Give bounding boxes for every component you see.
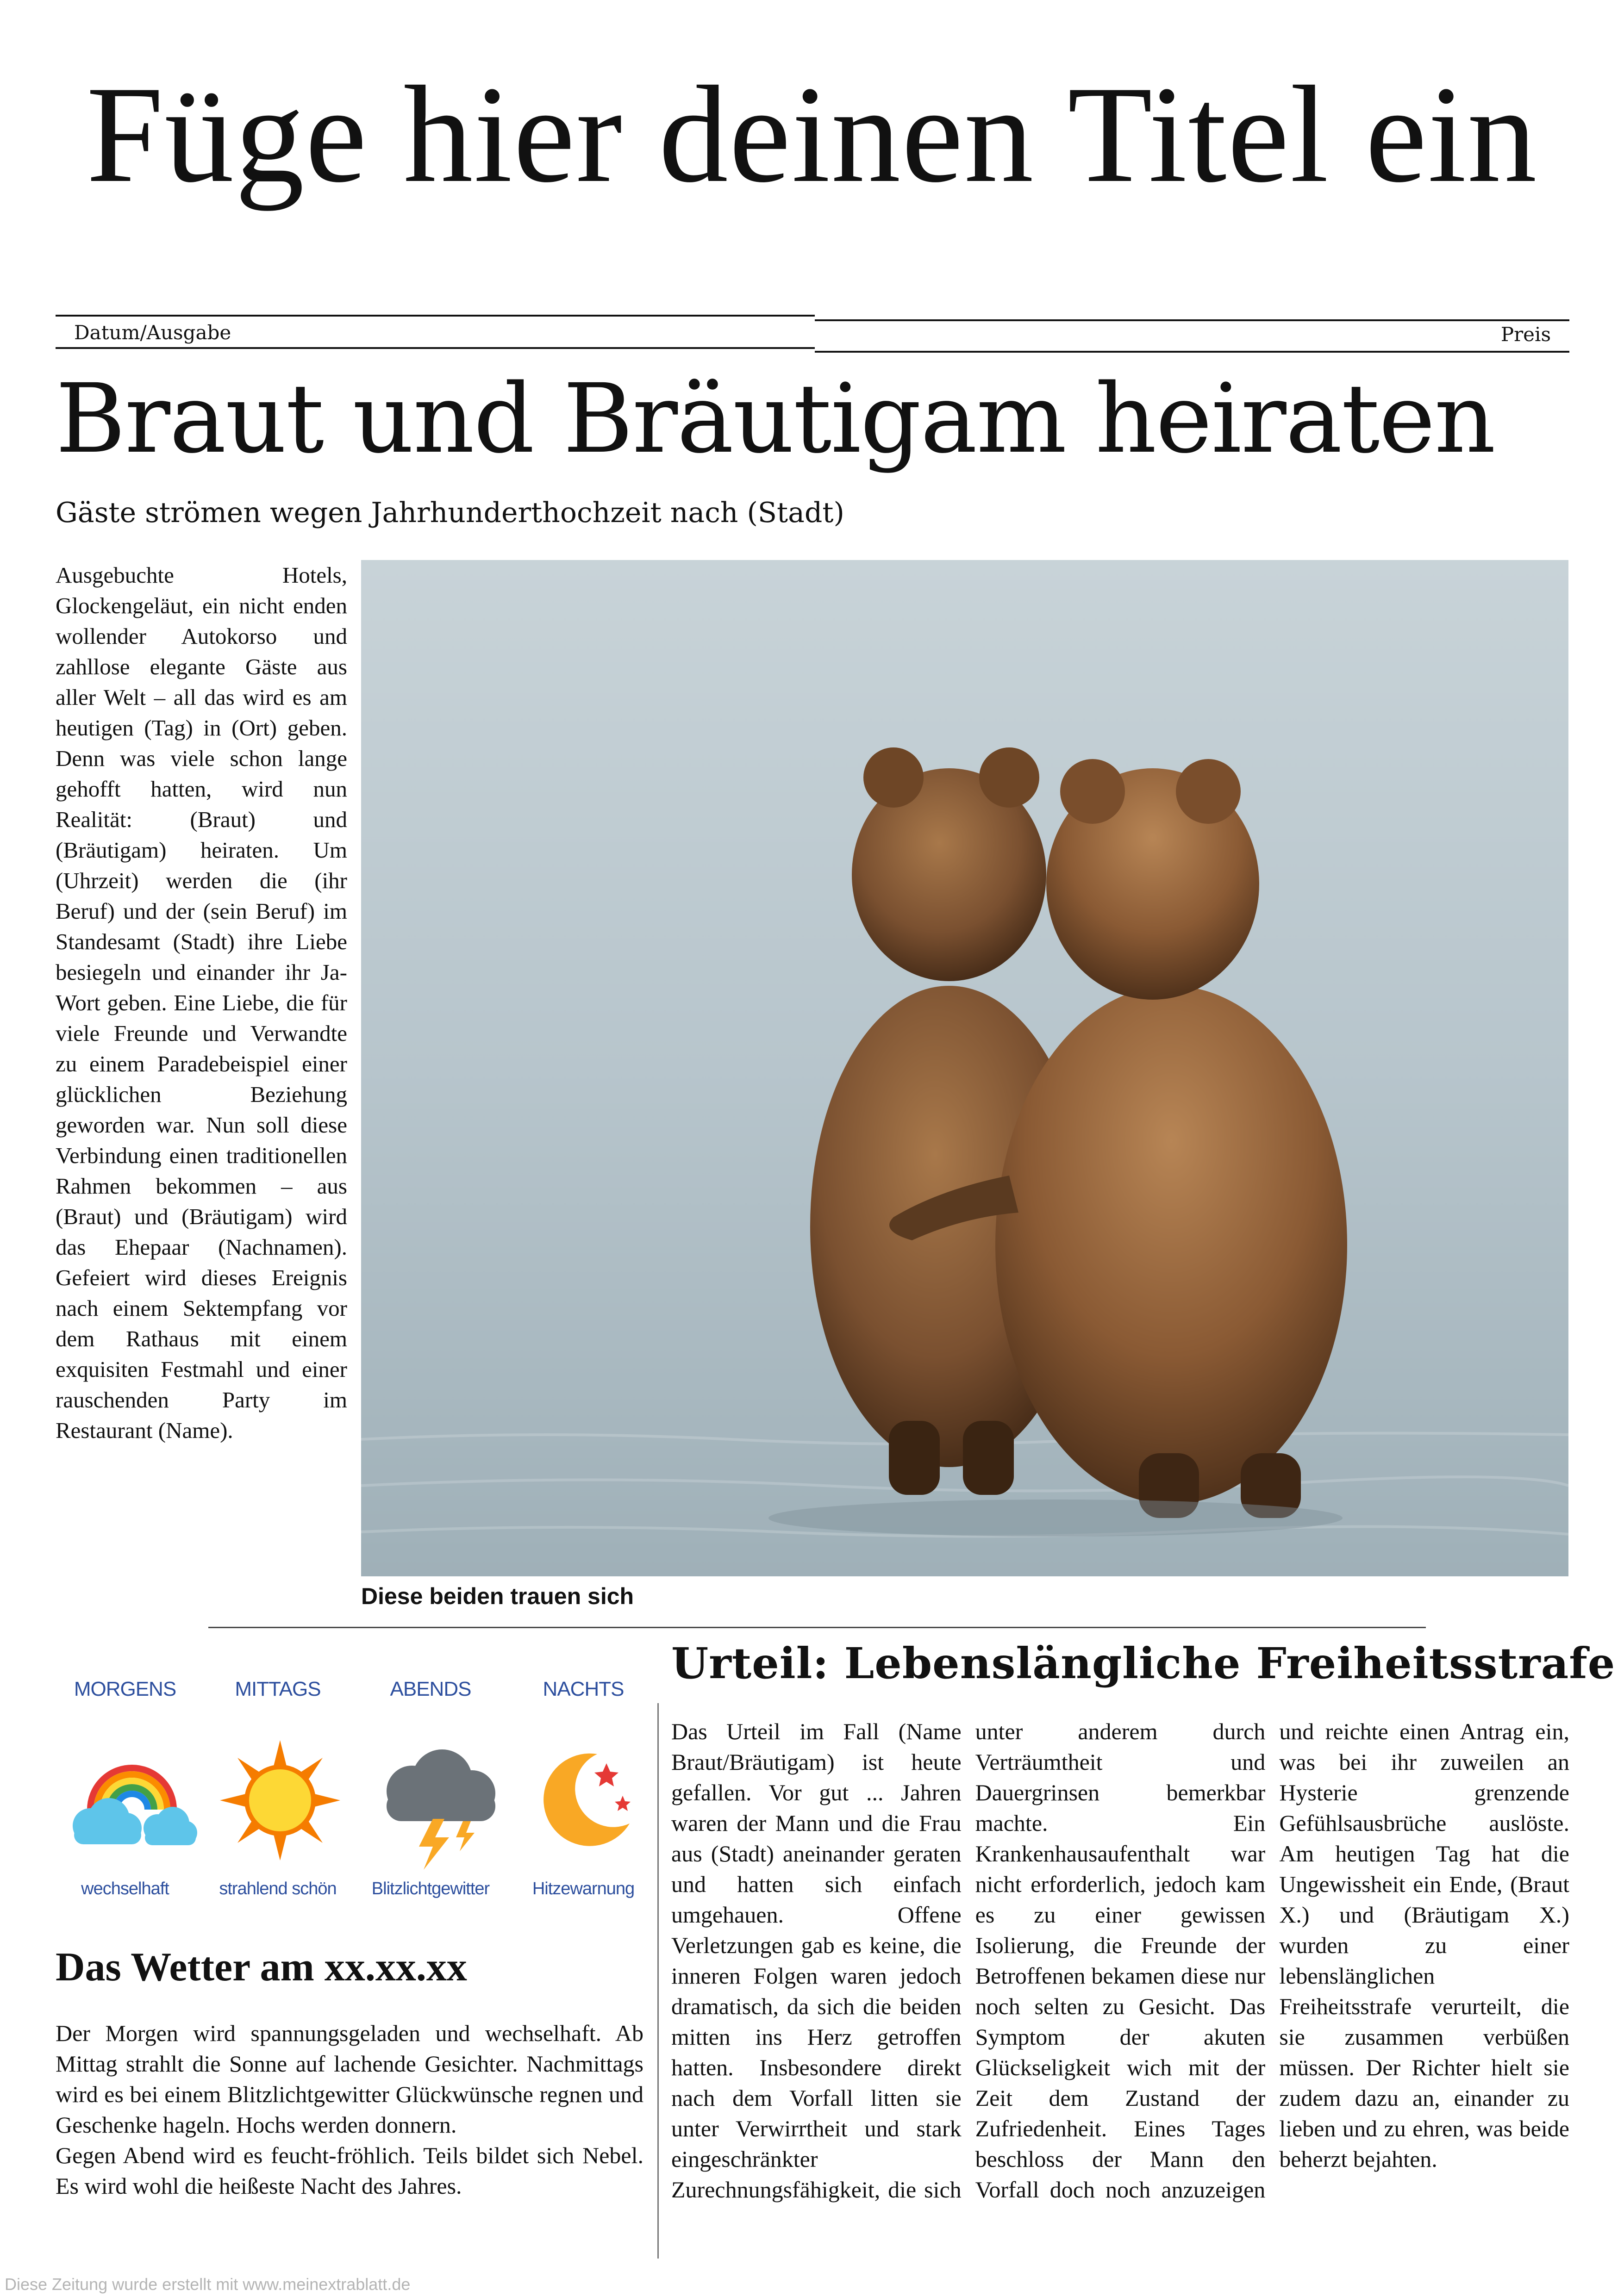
weather-title: Das Wetter am xx.xx.xx xyxy=(56,1945,467,1990)
meta-rule-top-left xyxy=(56,315,815,317)
weather-desc-noon: strahlend schön xyxy=(219,1879,337,1898)
weather-text-paragraph-1: Der Morgen wird spannungsgeladen und wechselhaft. Ab Mittag strahlt die Sonne auf lachende Gesichter. Nachmittags wird es bei einem Blitzlichtgewitter Glückwünsche regnen und Geschenke hageln. Hochs werden donnern. xyxy=(56,2020,643,2138)
rainbow-cloud-icon xyxy=(62,1736,201,1874)
main-headline: Braut und Bräutigam heiraten xyxy=(56,363,1495,474)
thunderstorm-icon xyxy=(368,1736,507,1874)
weather-time-morning: MORGENS xyxy=(74,1678,176,1700)
weather-desc-night: Hitzewarnung xyxy=(532,1879,635,1898)
weather-desc-morning: wechselhaft xyxy=(81,1879,169,1898)
weather-desc-evening: Blitzlichtgewitter xyxy=(371,1879,490,1898)
verdict-headline: Urteil: Lebenslängliche Freiheitsstrafe xyxy=(671,1638,1616,1688)
moon-stars-icon xyxy=(528,1736,667,1874)
weather-time-noon: MITTAGS xyxy=(235,1678,321,1700)
meta-rule-bottom-left xyxy=(56,347,815,349)
verdict-story-text: Das Urteil im Fall (Name Braut/Bräutigam) ist heute gefallen. Vor gut ... Jahren waren der Mann und die Frau aus (Stadt) aneinander geraten und hatten sich einfach umgehauen. Offene Verletzungen gab es keine, die inneren Folgen waren jedoch dramatisch, da sich die beiden mitten ins Herz getroffen hatten. Insbesondere direkt nach dem Vorfall litten sie unter Verwirrtheit und stark eingeschränkter Zurechnungsfähigkeit, die sich unter anderem durch Verträumtheit und Dauergrinsen bemerkbar machte. Ein Krankenhausaufenthalt war nicht erforderlich, jedoch kam es zu einer gewissen Isolierung, die Freunde der Betroffenen bekamen diese nur noch selten zu Gesicht. Das Symptom der akuten Glückseligkeit wich mit der Zeit dem Zustand der Zufriedenheit. Eines Tages beschloss der Mann den Vorfall doch noch anzuzeigen und reichte einen Antrag ein, was bei ihr zuweilen an Hysterie grenzende Gefühlsausbrüche auslöste. Am heutigen Tag hat die Ungewissheit ein Ende, (Braut X.) und (Bräutigam X.) wurden zu einer lebenslänglichen Freiheitsstrafe verurteilt, die sie zusammen verbüßen müssen. Der Richter hielt sie zudem dazu an, einander zu lieben und zu ehren, was beide beherzt bejahten. xyxy=(671,1718,1569,2203)
story-photo xyxy=(361,560,1568,1576)
sun-icon xyxy=(215,1736,354,1874)
date-issue-label: Datum/Ausgabe xyxy=(74,321,231,344)
main-subheadline: Gäste strömen wegen Jahrhunderthochzeit nach (Stadt) xyxy=(56,497,844,529)
weather-time-evening: ABENDS xyxy=(390,1678,471,1700)
weather-text xyxy=(56,2018,643,2201)
photo-caption: Diese beiden trauen sich xyxy=(361,1583,634,1609)
weather-time-night: NACHTS xyxy=(543,1678,624,1700)
footer-credit: Diese Zeitung wurde erstellt mit www.meinextrablatt.de xyxy=(5,2275,411,2294)
meta-rule-top-right xyxy=(815,319,1569,321)
weather-text-paragraph-2: Gegen Abend wird es feucht-fröhlich. Teils bildet sich Nebel. Es wird wohl die heißeste Nacht des Jahres. xyxy=(56,2142,643,2199)
meta-rule-bottom-right xyxy=(815,351,1569,353)
price-label: Preis xyxy=(1500,323,1551,346)
main-story-text: Ausgebuchte Hotels, Glockengeläut, ein nicht enden wollender Autokorso und zahllose elegante Gäste aus aller Welt – all das wird es am heutigen (Tag) in (Ort) geben. Denn was viele schon lange gehofft hatten, wird nun Realität: (Braut) und (Bräutigam) heiraten. Um (Uhrzeit) werden die (ihr Beruf) und der (sein Beruf) im Standesamt (Stadt) ihre Liebe besiegeln und einander ihr Ja-Wort geben. Eine Liebe, die für viele Freunde und Verwandte zu einem Paradebeispiel einer glücklichen Beziehung geworden war. Nun soll diese Verbindung einen traditionellen Rahmen bekommen – aus (Braut) und (Bräutigam) wird das Ehepaar (Nachnamen). Gefeiert wird dieses Ereignis nach einem Sektempfang vor dem Rathaus mit einem exquisiten Festmahl und einer rauschenden Party im Restaurant (Name). xyxy=(56,562,347,1443)
newspaper-title: Füge hier deinen Titel ein xyxy=(86,57,1538,211)
section-separator xyxy=(208,1627,1426,1628)
